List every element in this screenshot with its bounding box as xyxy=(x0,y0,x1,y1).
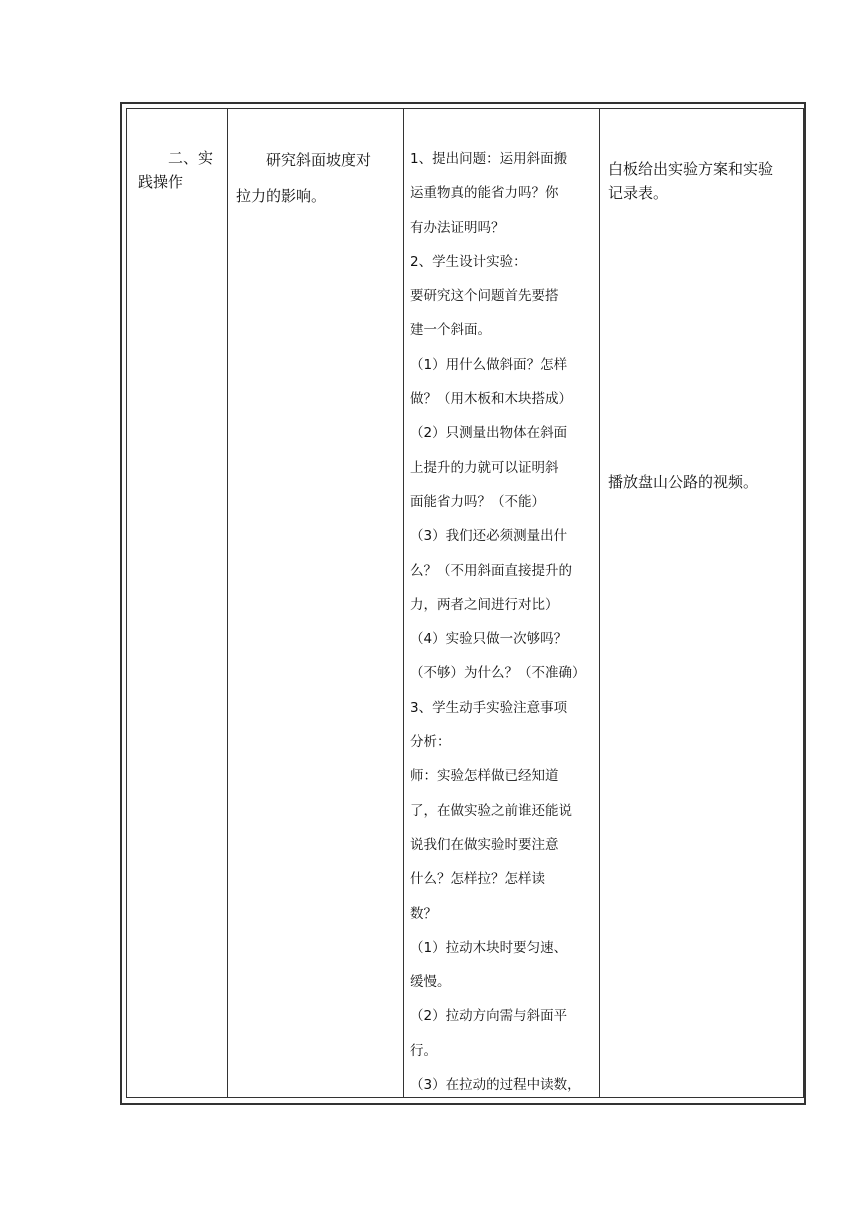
whiteboard-line: 记录表。 xyxy=(608,184,669,202)
stage-cell xyxy=(138,146,222,194)
column-divider-1 xyxy=(227,108,228,1098)
process-line: （3）在拉动的过程中读数， xyxy=(410,1077,581,1094)
topic-cell xyxy=(236,142,400,214)
process-line: 缓慢。 xyxy=(410,974,451,991)
process-line: 1、提出问题：运用斜面搬 xyxy=(410,151,568,167)
topic-line: 拉力的影响。 xyxy=(236,187,327,205)
process-line: （2）只测量出物体在斜面 xyxy=(410,425,568,442)
process-line: （2）拉动方向需与斜面平 xyxy=(410,1008,568,1025)
process-line: 行。 xyxy=(410,1042,437,1059)
process-line: 运重物真的能省力吗？你 xyxy=(410,185,559,202)
process-line: （3）我们还必须测量出什 xyxy=(410,528,568,545)
process-line: 力，两者之间进行对比） xyxy=(410,596,559,613)
process-line: （4）实验只做一次够吗？ xyxy=(410,631,568,648)
column-divider-3 xyxy=(599,108,600,1098)
process-line: 数？ xyxy=(410,905,437,922)
process-line: 做？（用木板和木块搭成） xyxy=(410,391,572,408)
process-line: 分析： xyxy=(410,734,451,751)
process-line: 3、学生动手实验注意事项 xyxy=(410,699,568,716)
column-divider-2 xyxy=(403,108,404,1098)
process-line: （1）拉动木块时要匀速、 xyxy=(410,939,568,956)
process-line: 师：实验怎样做已经知道 xyxy=(410,768,559,785)
process-line: （1）用什么做斜面？怎样 xyxy=(410,356,568,373)
process-line: （不够）为什么？（不准确） xyxy=(410,665,586,682)
video-note: 播放盘山公路的视频。 xyxy=(608,473,759,491)
stage-line: 二、实 xyxy=(168,149,214,167)
process-line: 上提升的力就可以证明斜 xyxy=(410,459,559,476)
topic-line: 研究斜面坡度对 xyxy=(266,151,372,169)
process-line: 要研究这个问题首先要搭 xyxy=(410,288,559,305)
process-line: 有办法证明吗？ xyxy=(410,219,505,236)
process-line: 建一个斜面。 xyxy=(410,322,491,339)
process-line: 2、学生设计实验： xyxy=(410,253,527,270)
process-line: 说我们在做实验时要注意 xyxy=(410,836,559,853)
process-cell xyxy=(410,142,594,1102)
process-line: 了，在做实验之前谁还能说 xyxy=(410,802,572,819)
stage-line: 践操作 xyxy=(138,173,184,191)
process-line: 么？（不用斜面直接提升的 xyxy=(410,562,572,579)
process-line: 什么？怎样拉？怎样读 xyxy=(410,871,545,888)
whiteboard-line: 白板给出实验方案和实验 xyxy=(608,160,774,178)
media-cell xyxy=(608,157,800,205)
process-line: 面能省力吗？（不能） xyxy=(410,493,545,510)
